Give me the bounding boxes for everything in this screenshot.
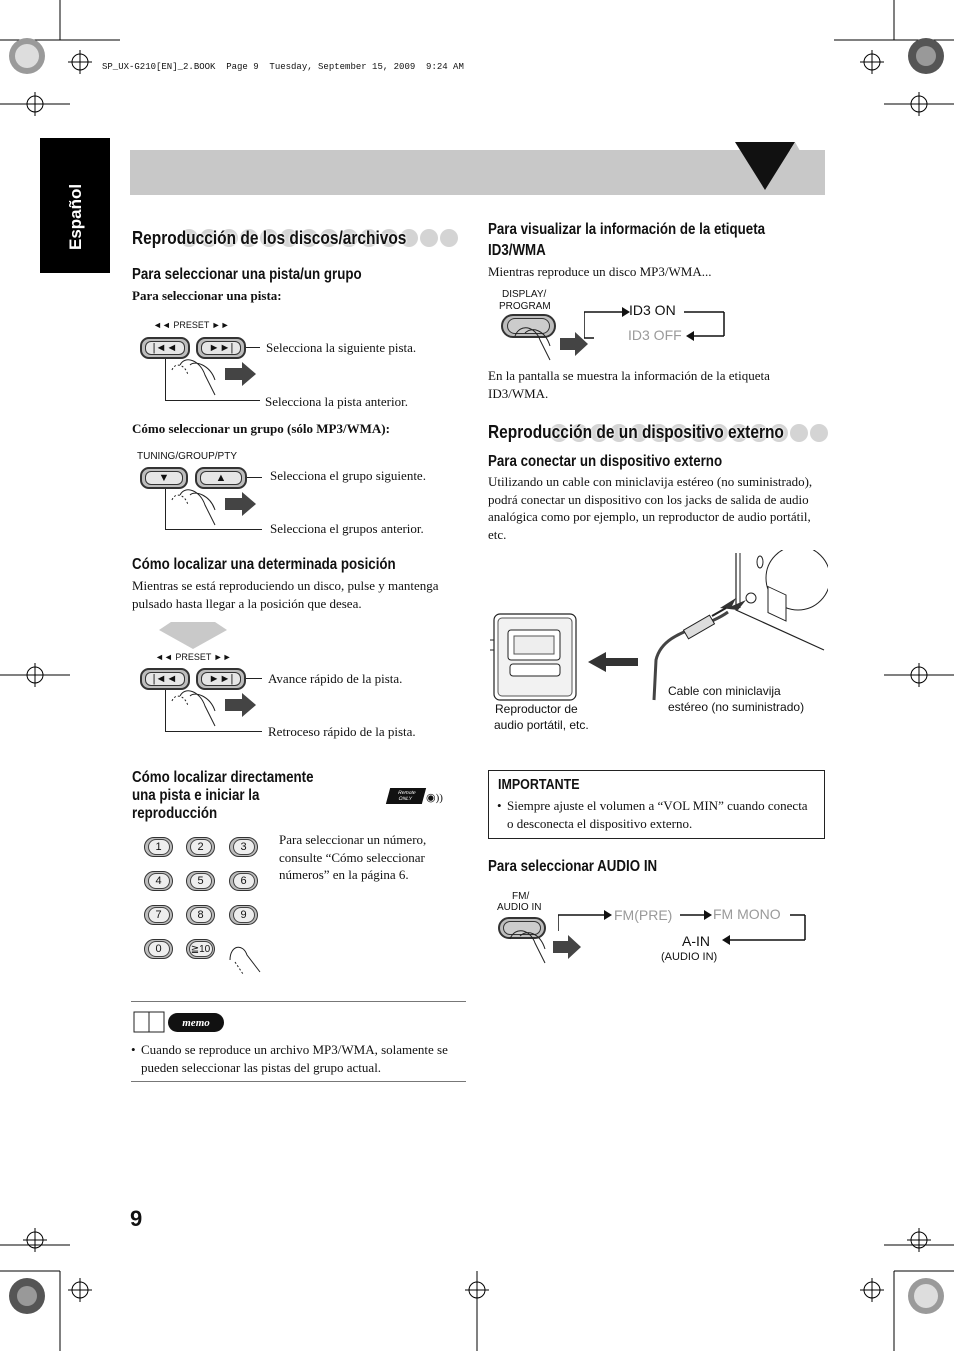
key-6[interactable]: 6: [229, 871, 258, 891]
fast-forward-button[interactable]: ►►|: [196, 668, 246, 690]
key-0[interactable]: 0: [144, 939, 173, 959]
pressing-hand-icon: [510, 318, 590, 368]
key-8[interactable]: 8: [186, 905, 215, 925]
pressing-hand-icon: [160, 470, 260, 530]
externo-text: Utilizando un cable con miniclavija estéreo (no suministrado), podrá conectar un dispositivo con los jacks de salida de audio analógica como por ejemplo, un reproductor de audio portátil, etc.: [488, 474, 813, 542]
importante-title: IMPORTANTE: [498, 777, 580, 793]
fast-forward-text: Avance rápido de la pista.: [268, 671, 403, 686]
heading-audio-in: Para seleccionar AUDIO IN: [488, 858, 658, 875]
id3-intro: Mientras reproduce un disco MP3/WMA...: [488, 264, 712, 279]
pressing-hand-icon: [160, 671, 260, 731]
player-label-1: Reproductor de: [495, 702, 578, 716]
fm-audio-in-label-1: FM/: [512, 891, 530, 902]
key-2[interactable]: 2: [186, 837, 215, 857]
memo-book-icon: [133, 1010, 167, 1034]
key-5[interactable]: 5: [186, 871, 215, 891]
heading-seleccionar-pista: Para seleccionar una pista/un grupo: [132, 266, 362, 283]
group-up-button[interactable]: ▲: [195, 467, 247, 489]
memo-label-badge: memo: [168, 1013, 224, 1032]
key-9[interactable]: 9: [229, 905, 258, 925]
directo-text: Para seleccionar un número, consulte “Cómo seleccionar números” en la página 6.: [279, 832, 427, 882]
id3-on-label: ID3 ON: [629, 302, 676, 318]
key-7[interactable]: 7: [144, 905, 173, 925]
preset-label: ◄◄ PRESET ►►: [155, 652, 232, 662]
player-label-2: audio portátil, etc.: [494, 718, 589, 732]
rewind-button[interactable]: |◄◄: [140, 668, 190, 690]
memo-bullet: •: [131, 1042, 136, 1057]
heading-directo-3: reproducción: [132, 805, 218, 822]
heading-id3-1: Para visualizar la información de la etiqueta: [488, 221, 766, 238]
a-in-label: A-IN: [682, 933, 710, 949]
display-program-label-2: PROGRAM: [499, 301, 551, 312]
fm-mono-label: FM MONO: [713, 906, 781, 922]
cable-label-2: estéreo (no suministrado): [668, 700, 805, 714]
hold-arrow-icon: [157, 620, 229, 650]
memo-text: Cuando se reproduce un archivo MP3/WMA, solamente se pueden seleccionar las pistas del grupo actual.: [141, 1042, 448, 1075]
section-title-discos: Reproducción de los discos/archivos: [132, 228, 407, 248]
prev-track-text: Selecciona la pista anterior.: [265, 394, 408, 409]
heading-id3-2: ID3/WMA: [488, 242, 546, 259]
audio-in-sub-label: (AUDIO IN): [661, 951, 718, 963]
heading-localizar-posicion: Cómo localizar una determinada posición: [132, 556, 396, 573]
posicion-text: Mientras se está reproduciendo un disco, pulse y mantenga pulsado hasta llegar a la posición que desea.: [132, 578, 439, 611]
next-track-button[interactable]: ►►|: [196, 337, 246, 359]
remote-only-badge: Remote ONLY: [386, 788, 426, 804]
header-triangle-icon: [735, 140, 827, 195]
importante-bullet: •: [497, 798, 502, 813]
sub-seleccionar-pista: Para seleccionar una pista:: [132, 288, 282, 303]
display-program-label-1: DISPLAY/: [502, 289, 547, 300]
id3-off-label: ID3 OFF: [628, 327, 682, 343]
key-10-plus[interactable]: ≧10: [186, 939, 215, 959]
group-prev-text: Selecciona el grupos anterior.: [270, 521, 424, 536]
key-4[interactable]: 4: [144, 871, 173, 891]
heading-conectar-externo: Para conectar un dispositivo externo: [488, 453, 723, 470]
remote-signal-icon: ◉)): [426, 792, 443, 804]
header-bar: [130, 150, 825, 195]
group-down-button[interactable]: ▼: [140, 467, 188, 489]
key-1[interactable]: 1: [144, 837, 173, 857]
group-next-text: Selecciona el grupo siguiente.: [270, 468, 426, 483]
heading-directo-2: una pista e iniciar la: [132, 787, 260, 804]
section-title-externo: Reproducción de un dispositivo externo: [488, 422, 784, 442]
preset-label: ◄◄ PRESET ►►: [153, 320, 230, 330]
fm-audio-in-label-2: AUDIO IN: [497, 902, 542, 913]
rewind-text: Retroceso rápido de la pista.: [268, 724, 416, 739]
pressing-hand-icon: [160, 340, 260, 405]
cable-label-1: Cable con miniclavija: [668, 684, 781, 698]
fm-pre-label: FM(PRE): [614, 907, 673, 923]
id3-note: En la pantalla se muestra la información de la etiqueta ID3/WMA.: [488, 368, 770, 401]
next-track-text: Selecciona la siguiente pista.: [266, 340, 417, 355]
pointing-finger-icon: [225, 940, 270, 975]
tuning-label: TUNING/GROUP/PTY: [137, 451, 238, 462]
side-tab-label: Español: [66, 183, 85, 250]
page-number: 9: [130, 1206, 143, 1231]
language-side-tab: [40, 138, 110, 273]
prev-track-button[interactable]: |◄◄: [140, 337, 190, 359]
book-header-line: SP_UX-G210[EN]_2.BOOK Page 9 Tuesday, September 15, 2009 9:24 AM: [102, 62, 464, 72]
heading-directo-1: Cómo localizar directamente: [132, 769, 314, 786]
importante-text: Siempre ajuste el volumen a “VOL MIN” cuando conecta o desconecta el dispositivo externo.: [507, 798, 808, 831]
sub-seleccionar-grupo: Cómo seleccionar un grupo (sólo MP3/WMA):: [132, 421, 390, 436]
key-3[interactable]: 3: [229, 837, 258, 857]
